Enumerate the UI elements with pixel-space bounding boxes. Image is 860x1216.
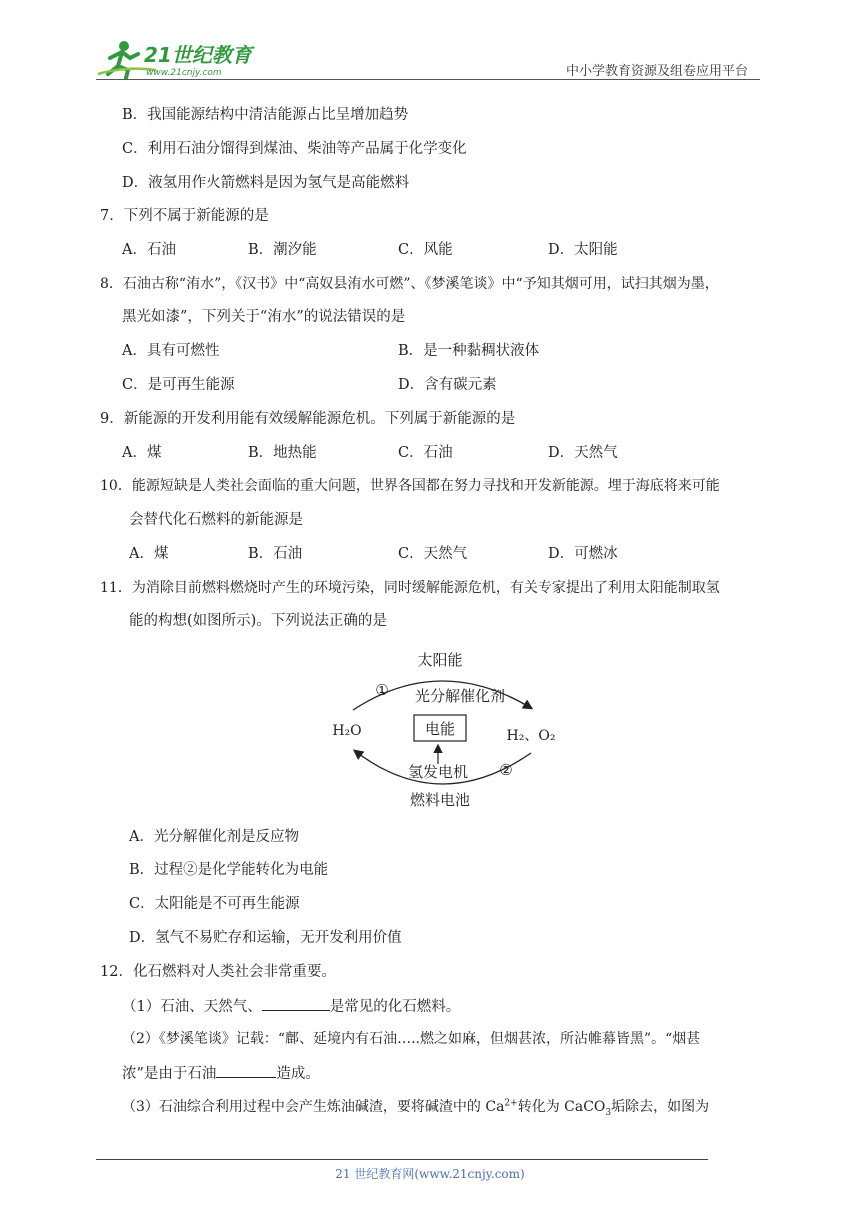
- site-logo: [96, 38, 266, 80]
- diagram-bottom-label: 燃料电池: [409, 791, 471, 809]
- answer-blank-2[interactable]: [216, 1063, 276, 1078]
- q12-part3-c: 垢除去，如图为: [611, 1099, 710, 1115]
- q8-option-a: A．具有可燃性: [122, 343, 220, 359]
- carbonate-subscript: 3: [605, 1107, 612, 1118]
- q6-option-c: C．利用石油分馏得到煤油、柴油等产品属于化学变化: [122, 141, 467, 157]
- diagram-top-label: 太阳能: [417, 651, 463, 669]
- q12-stem: 12．化石燃料对人类社会非常重要。: [100, 964, 336, 980]
- q11-stem-line2: 能的构想(如图所示)。下列说法正确的是: [129, 613, 387, 629]
- q11-stem-line1: 11．为消除目前燃料燃烧时产生的环境污染，同时缓解能源危机，有关专家提出了利用太阳能制取氢: [100, 580, 720, 596]
- q11-option-d: D．氢气不易贮存和运输，无开发利用价值: [129, 930, 402, 946]
- q8-stem-line1: 8．石油古称“洧水”，《汉书》中“高奴县洧水可燃”、《梦溪笔谈》中“予知其烟可用，试扫其烟为墨，: [100, 276, 719, 292]
- q10-stem-line1: 10．能源短缺是人类社会面临的重大问题，世界各国都在努力寻找和开发新能源。埋于海底将来可能: [100, 478, 720, 494]
- q7-option-d: D．太阳能: [548, 242, 618, 258]
- q8-option-b: B．是一种黏稠状液体: [398, 343, 540, 359]
- q12-part1-after: 是常见的化石燃料。: [329, 999, 461, 1015]
- diagram-center-label: 电能: [424, 720, 456, 738]
- q10-option-a: A．煤: [129, 546, 169, 562]
- step1-mark: ①: [375, 681, 389, 699]
- q9-option-a: A．煤: [122, 445, 162, 461]
- q10-stem-line2: 会替代化石燃料的新能源是: [129, 512, 303, 528]
- header-platform-name: 中小学教育资源及组卷应用平台: [566, 64, 749, 79]
- diagram-right-label: H₂、O₂: [506, 728, 556, 744]
- logo-url: www.21cnjy.com: [146, 68, 222, 78]
- q12-part1: [122, 996, 460, 1017]
- q8-option-c: C．是可再生能源: [122, 377, 235, 393]
- q12-part1-before: （1）石油、天然气、: [122, 999, 262, 1015]
- q9-option-c: C．石油: [398, 445, 453, 461]
- step2-mark: ②: [499, 761, 513, 779]
- q6-option-d: D．液氢用作火箭燃料是因为氢气是高能燃料: [122, 175, 410, 191]
- header-divider: [96, 79, 760, 80]
- footer-text[interactable]: 21 世纪教育网(www.21cnjy.com): [335, 1167, 525, 1181]
- q8-option-d: D．含有碳元素: [398, 377, 497, 393]
- q11-option-c: C．太阳能是不可再生能源: [129, 896, 300, 912]
- q10-option-c: C．天然气: [398, 546, 468, 562]
- q7-option-a: A．石油: [122, 242, 176, 258]
- q7-option-b: B．潮汐能: [248, 242, 317, 258]
- q12-part2-before: 浓”是由于石油: [122, 1066, 217, 1082]
- diagram-step1-label: 光分解催化剂: [414, 687, 506, 705]
- q7-option-c: C．风能: [398, 242, 453, 258]
- calcium-ion-charge: 2+: [504, 1098, 518, 1109]
- q9-stem: 9．新能源的开发利用能有效缓解能源危机。下列属于新能源的是: [100, 411, 516, 427]
- diagram-step2-label: 氢发电机: [407, 763, 469, 781]
- footer-divider: [96, 1159, 708, 1160]
- q10-option-b: B．石油: [248, 546, 303, 562]
- q8-stem-line2: 黑光如漆”，下列关于“洧水”的说法错误的是: [122, 309, 406, 325]
- q12-part2-line2: [122, 1063, 320, 1084]
- q9-option-b: B．地热能: [248, 445, 317, 461]
- q12-part2-line1: （2）《梦溪笔谈》记载：“鄜、延境内有石油…..燃之如麻，但烟甚浓，所沾帷幕皆黑”。“烟甚: [122, 1031, 701, 1047]
- q12-part3-b: 转化为 CaCO: [517, 1099, 606, 1115]
- q12-part3-a: （3）石油综合利用过程中会产生炼油碱渣，要将碱渣中的 Ca: [122, 1099, 505, 1115]
- q11-option-a: A．光分解催化剂是反应物: [129, 829, 299, 845]
- answer-blank-1[interactable]: [262, 996, 330, 1011]
- q6-option-b: B．我国能源结构中清洁能源占比呈增加趋势: [122, 107, 409, 123]
- q12-part2-after: 造成。: [276, 1066, 320, 1082]
- q7-stem: 7．下列不属于新能源的是: [100, 208, 269, 224]
- logo-text: 21世纪教育: [144, 43, 252, 67]
- hydrogen-energy-cycle-diagram: [325, 648, 565, 818]
- q12-part3-line1: [122, 1097, 709, 1117]
- diagram-left-label: H₂O: [332, 723, 362, 739]
- q9-option-d: D．天然气: [548, 445, 618, 461]
- q11-option-b: B．过程②是化学能转化为电能: [129, 862, 329, 878]
- q10-option-d: D．可燃冰: [548, 546, 618, 562]
